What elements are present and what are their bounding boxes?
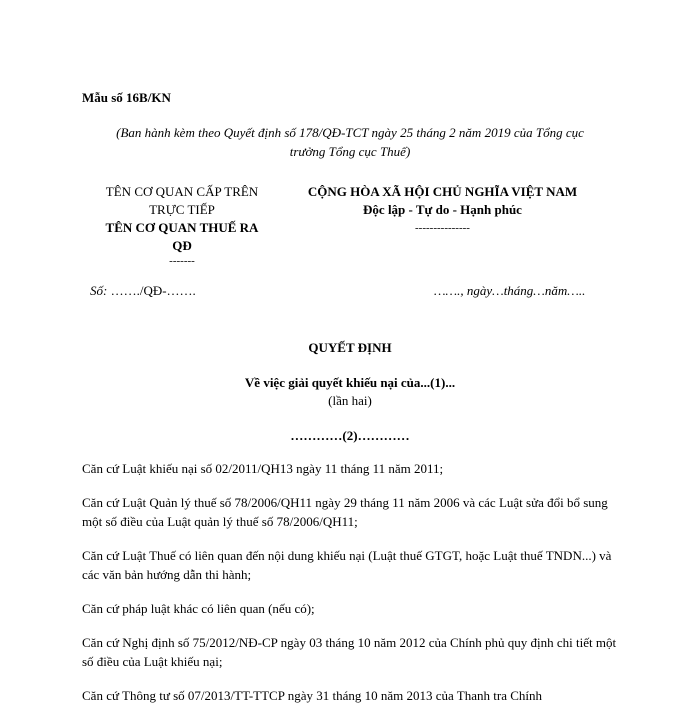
nation-separator: --------------- [415, 222, 470, 234]
issued-note-line2: trưởng Tổng cục Thuế) [289, 144, 411, 159]
agency-separator: ------- [169, 255, 195, 267]
document-number [90, 283, 196, 299]
agency-name-line2: QĐ [172, 238, 192, 253]
agency-name-line1: TÊN CƠ QUAN THUẾ RA [105, 220, 259, 235]
legal-basis-item: Căn cứ Luật Thuế có liên quan đến nội dung khiếu nại (Luật thuế GTGT, hoặc Luật thuế TNDN...) và các văn bản hướng dẫn thi hành; [82, 548, 612, 582]
date-line: ……., ngày…tháng…năm….. [434, 283, 586, 298]
national-header [280, 183, 605, 237]
number-value: ……./QĐ-……. [110, 283, 196, 298]
document-subject: Về việc giải quyết khiếu nại của...(1)... [244, 375, 456, 390]
legal-basis-item: Căn cứ Nghị định số 75/2012/NĐ-CP ngày 03 tháng 10 năm 2012 của Chính phủ quy định chi tiết một số điều của Luật khiếu nại; [82, 635, 617, 669]
nation-motto: Độc lập - Tự do - Hạnh phúc [363, 202, 522, 217]
issued-note [80, 123, 620, 161]
legal-basis-item: Căn cứ Thông tư số 07/2013/TT-TTCP ngày 31 tháng 10 năm 2013 của Thanh tra Chính [82, 688, 543, 703]
issuing-authority: …………(2)………… [290, 428, 410, 443]
legal-basis-item: Căn cứ Luật khiếu nại số 02/2011/QH13 ngày 11 tháng 11 năm 2011; [82, 461, 444, 476]
nation-title: CỘNG HÒA XÃ HỘI CHỦ NGHĨA VIỆT NAM [307, 184, 578, 199]
number-label: Số: [90, 283, 108, 298]
issued-note-line1: (Ban hành kèm theo Quyết định số 178/QĐ-TCT ngày 25 tháng 2 năm 2019 của Tổng cục [116, 125, 584, 140]
agency-parent-line1: TÊN CƠ QUAN CẤP TRÊN [105, 184, 259, 199]
agency-parent-line2: TRỰC TIẾP [149, 202, 215, 217]
form-number: Mẫu số 16B/KN [82, 90, 171, 105]
document-title: QUYẾT ĐỊNH [308, 340, 392, 355]
agency-block [82, 183, 282, 268]
document-round: (lần hai) [328, 393, 372, 408]
legal-basis-item: Căn cứ Luật Quản lý thuế số 78/2006/QH11 ngày 29 tháng 11 năm 2006 và các Luật sửa đổi bổ sung một số điều của Luật quản lý thuế số 78/2006/QH11; [82, 495, 608, 529]
legal-basis-item: Căn cứ pháp luật khác có liên quan (nếu có); [82, 601, 315, 616]
